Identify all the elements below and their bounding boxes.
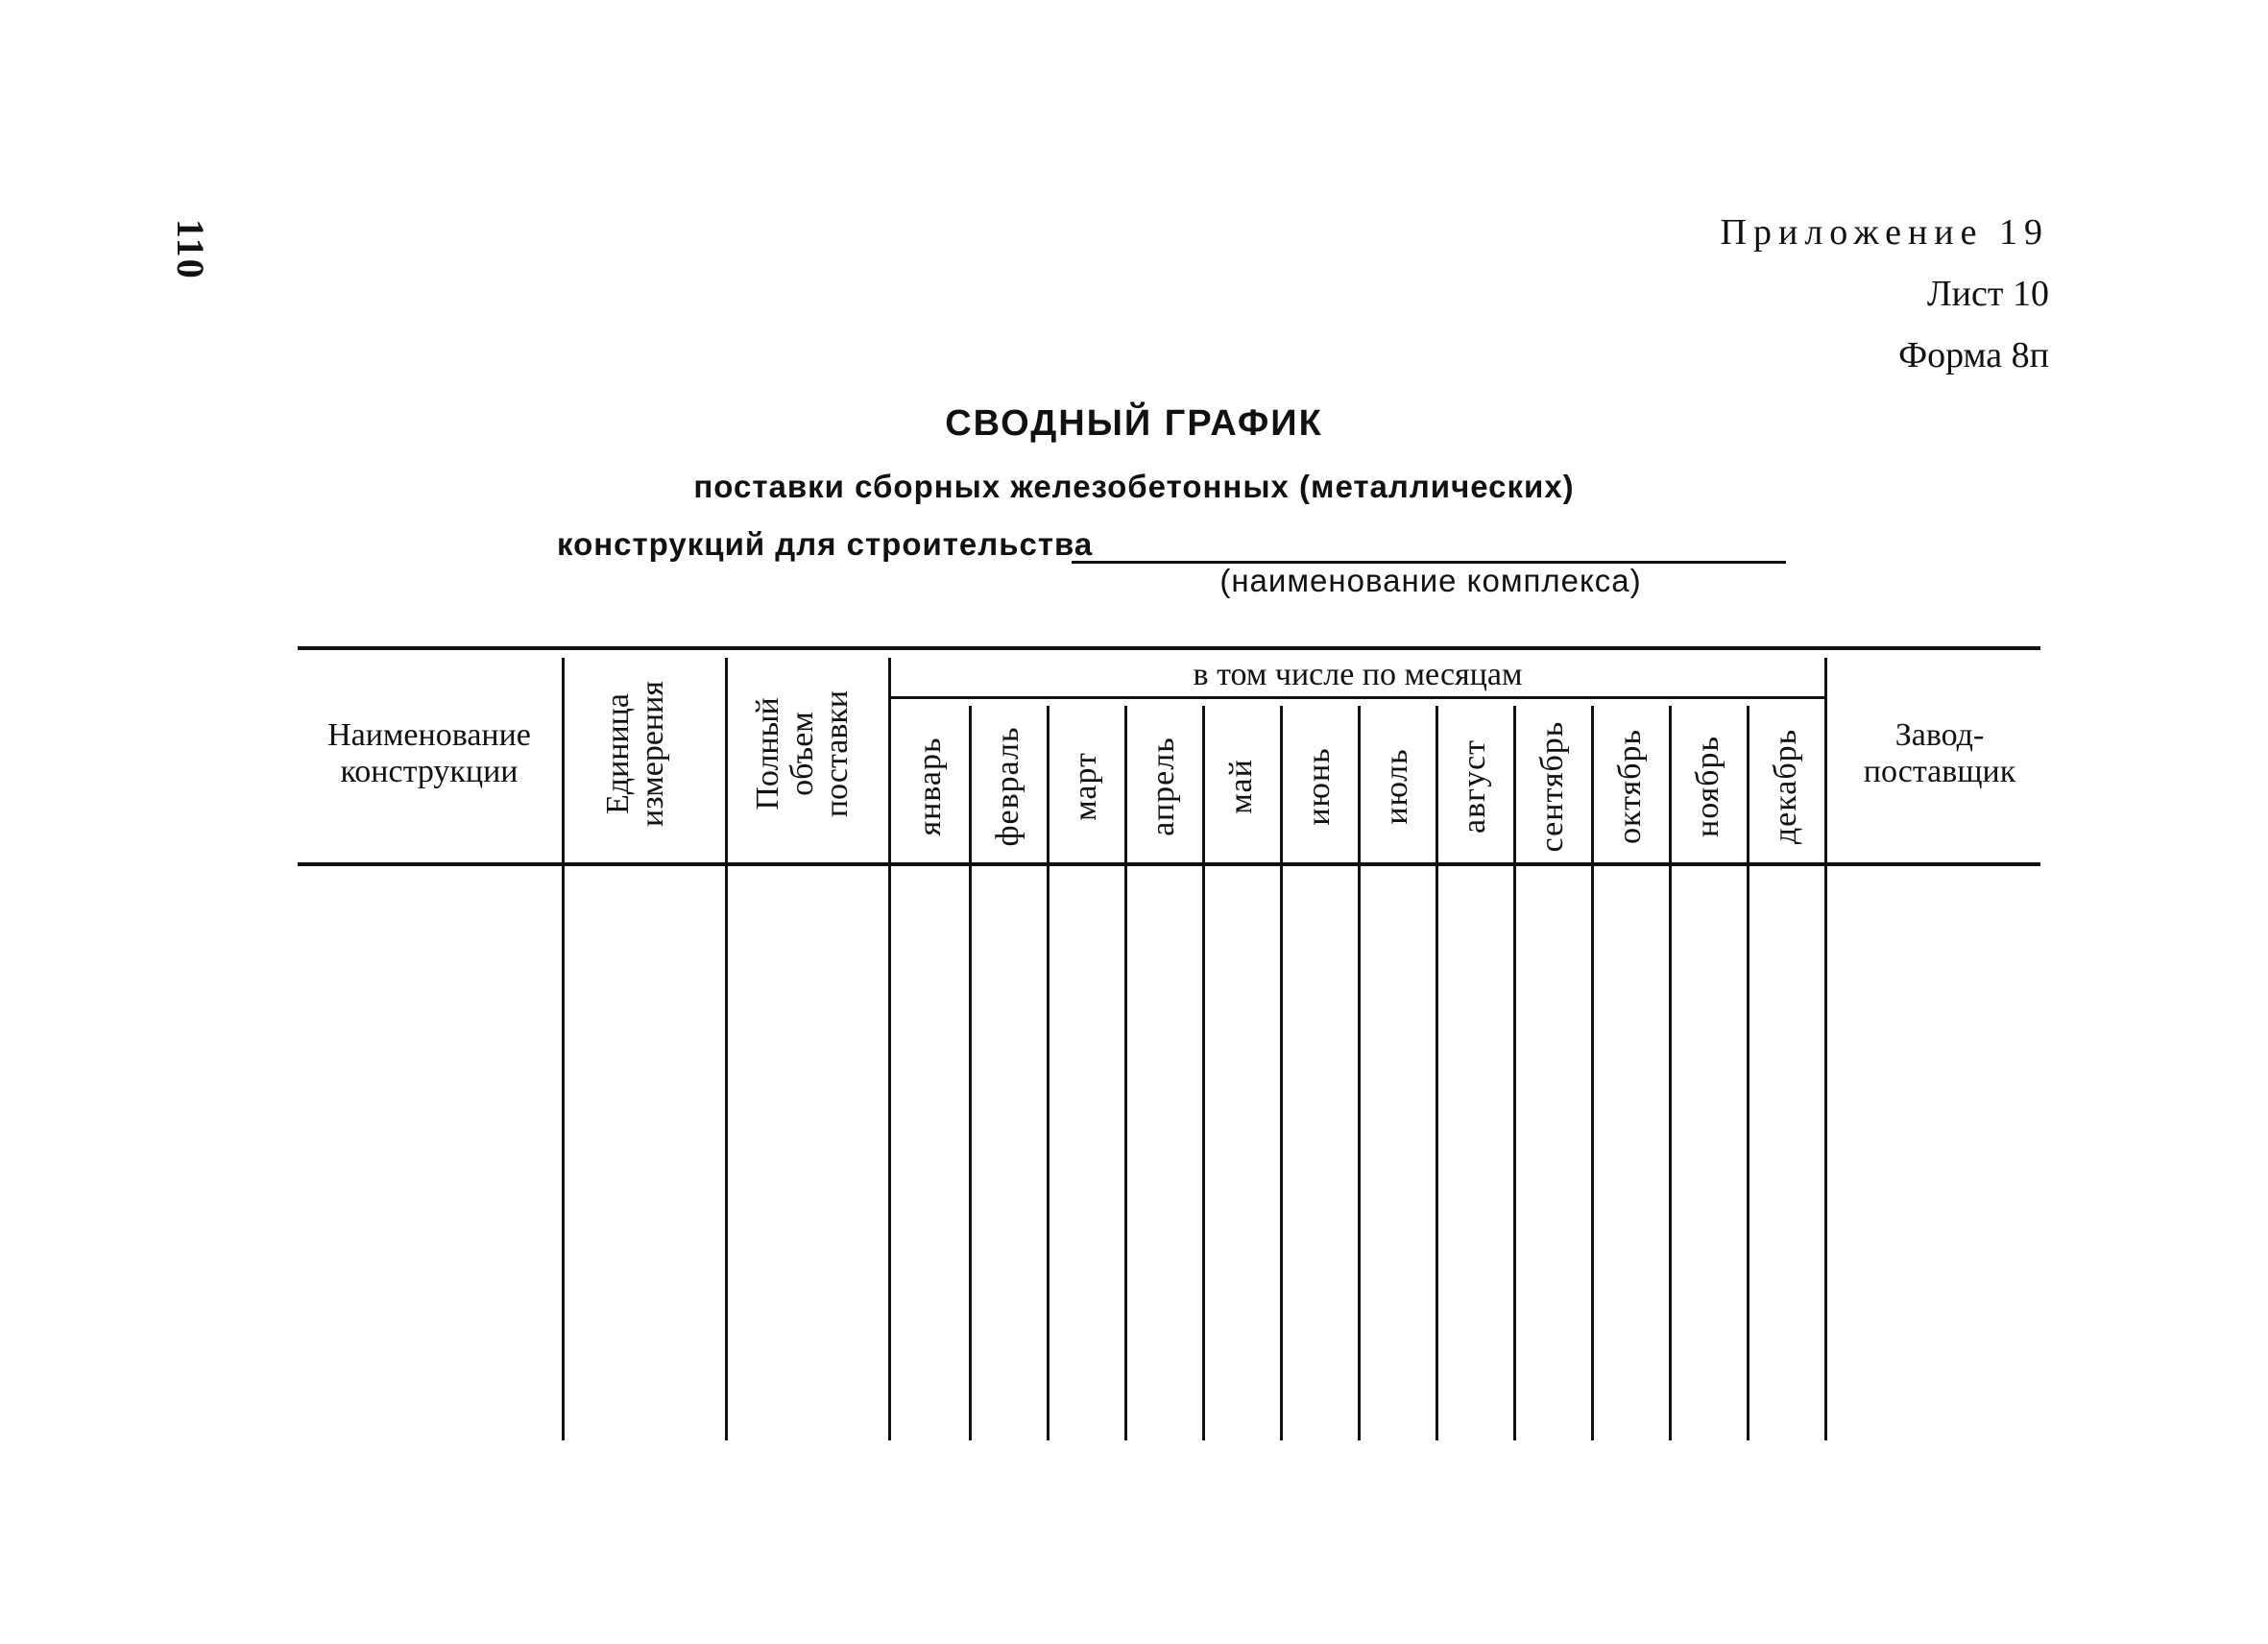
column-rule-month <box>1436 706 1438 1440</box>
column-rule-months-start <box>888 658 891 1440</box>
header-months-group: в том числе по месяцам <box>1193 657 1523 692</box>
months-group-rule <box>891 696 1824 699</box>
column-rule-month <box>1747 706 1749 1440</box>
month-label: сентябрь <box>1533 720 1570 852</box>
column-rule-month <box>1669 706 1672 1440</box>
header-construction-name: Наименование конструкции <box>327 717 531 789</box>
document-title: СВОДНЫЙ ГРАФИК <box>945 403 1323 444</box>
table-top-rule <box>298 646 2040 650</box>
column-rule-month <box>1280 706 1283 1440</box>
month-label: май <box>1222 758 1259 814</box>
month-label: август <box>1456 738 1492 834</box>
column-rule-unit <box>562 658 565 1440</box>
month-label: июль <box>1378 747 1414 825</box>
month-label: ноябрь <box>1689 735 1725 837</box>
column-rule-month <box>969 706 972 1440</box>
sheet-label: Лист 10 <box>1926 274 2049 314</box>
column-rule-month <box>1202 706 1205 1440</box>
column-rule-month <box>1358 706 1361 1440</box>
month-label: декабрь <box>1767 728 1803 844</box>
month-label: апрель <box>1145 736 1181 836</box>
month-label: январь <box>911 736 948 836</box>
month-label: октябрь <box>1611 728 1648 844</box>
complex-name-caption: (наименование комплекса) <box>1219 563 1642 598</box>
form-label: Форма 8п <box>1898 335 2049 375</box>
column-rule-volume <box>725 658 728 1440</box>
month-label: март <box>1067 751 1103 821</box>
page-number: 110 <box>169 219 212 280</box>
column-rule-supplier <box>1824 658 1827 1440</box>
month-label: февраль <box>989 725 1025 847</box>
column-rule-month <box>1591 706 1594 1440</box>
reference-block <box>1721 202 2049 386</box>
table-header-bottom-rule <box>298 862 2040 866</box>
document-subtitle: поставки сборных железобетонных (металлических) <box>693 469 1575 504</box>
month-label: июнь <box>1300 746 1337 826</box>
appendix-label: Приложение 19 <box>1720 212 2049 253</box>
column-rule-month <box>1047 706 1050 1440</box>
column-rule-month <box>1513 706 1516 1440</box>
column-rule-month <box>1124 706 1127 1440</box>
header-supplier: Завод-поставщик <box>1863 717 2016 789</box>
construction-label: конструкций для строительства <box>557 526 1094 562</box>
